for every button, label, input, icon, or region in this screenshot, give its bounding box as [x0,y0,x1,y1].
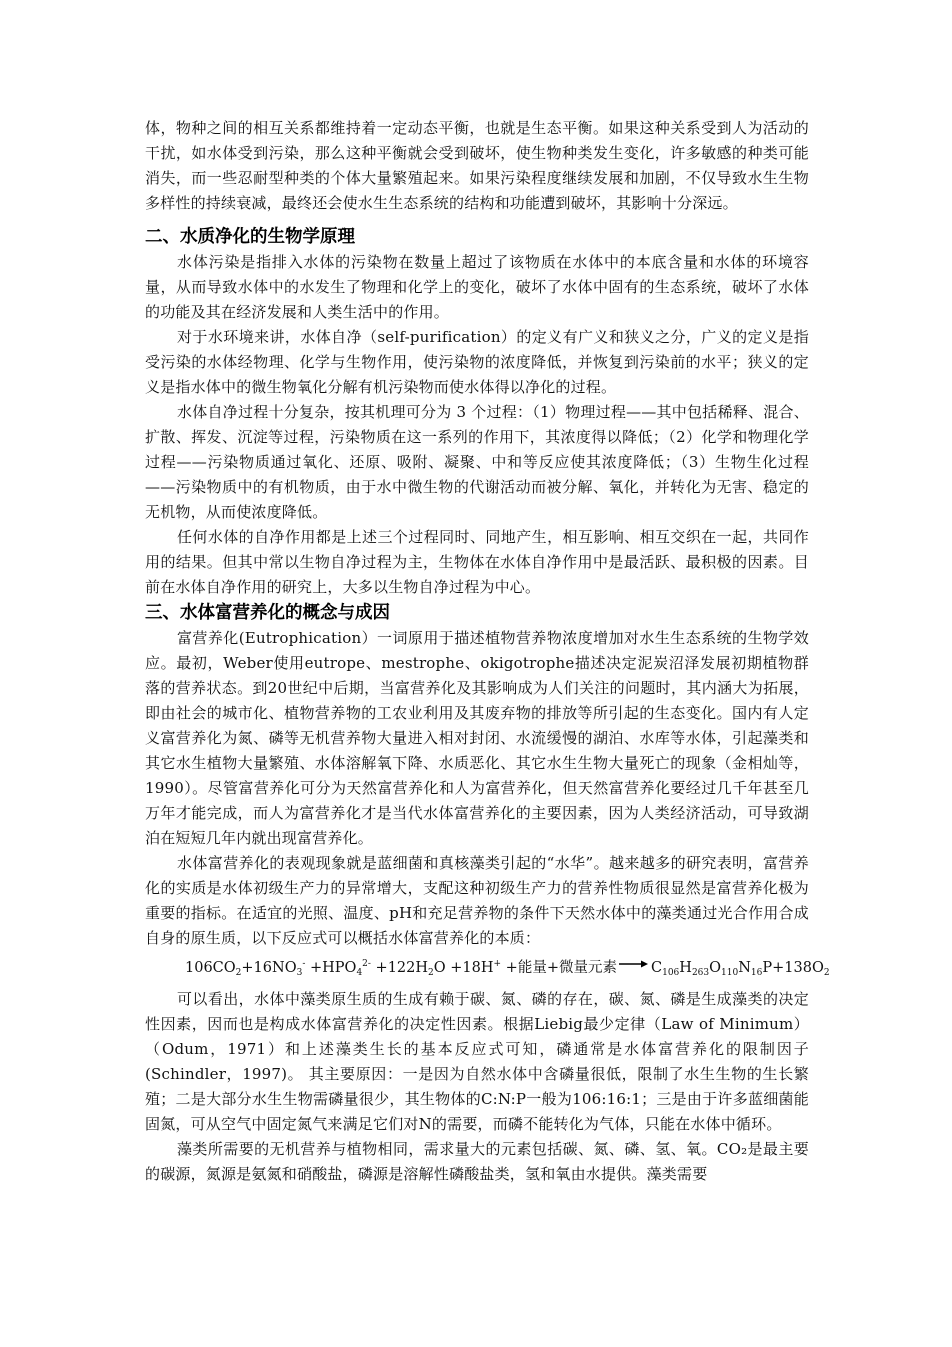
eq-term: +122H [370,960,429,976]
eq-sub: 2 [428,968,434,978]
section-heading-water-purification: 二、水质净化的生物学原理 [145,227,355,247]
photosynthesis-equation [145,951,830,987]
paragraph-ecological-balance: 体，物种之间的相互关系都维持着一定动态平衡，也就是生态平衡。如果这种关系受到人为活动的干扰，如水体受到污染，那么这种平衡就会受到破坏，使生物种类发生变化，许多敏感的种类可能消失，而一些忍耐型种类的个体大量繁殖起来。如果污染程度继续发展和加剧，不仅导致水生生物多样性的持续衰减，最终还会使水生生态系统的结构和功能遭到破坏，其影响十分深远。 [145,119,809,212]
reaction-arrow-icon [619,959,649,969]
eq-term: 106CO [185,960,236,976]
eq-term: H [679,960,692,976]
eq-sup: 2- [362,959,371,969]
paragraph-algae-nutrients: 藻类所需要的无机营养与植物相同，需求量大的元素包括碳、氮、磷、氢、氧。CO₂是最主要的碳源，氮源是氨氮和硝酸盐，磷源是溶解性磷酸盐类，氢和氧由水提供。藻类需要 [145,1140,809,1183]
eq-sub: 4 [356,968,363,978]
eq-term: +16NO [241,960,297,976]
paragraph-algal-bloom: 水体富营养化的表观现象就是蓝细菌和真核藻类引起的“水华”。越来越多的研究表明，富营养化的实质是水体初级生产力的异常增大，支配这种初级生产力的营养性物质很显然是富营养化极为重要的指标。在适宜的光照、温度、pH和充足营养物的条件下天然水体中的藻类通过光合作用合成自身的原生质，以下反应式可以概括水体富营养化的本质： [145,854,809,947]
eq-term: O +18H [433,960,494,976]
eq-term: C [651,960,663,976]
paragraph-self-purification-definition: 对于水环境来讲，水体自净（self-purification）的定义有广义和狭义之分，广义的定义是指受污染的水体经物理、化学与生物作用，使污染物的浓度降低，并恢复到污染前的水平；狭义的定义是指水体中的微生物氧化分解有机污染物而使水体得以净化的过程。 [145,328,809,396]
eq-sub: 106 [662,968,680,978]
paragraph-limiting-factor: 可以看出，水体中藻类原生质的生成有赖于碳、氮、磷的存在，碳、氮、磷是生成藻类的决定性因素，因而也是构成水体富营养化的决定性因素。根据Liebig最少定律（Law of Minimum）（Odum，1971）和上述藻类生长的基本反应式可知，磷通常是水体富营养化的限制因子(Schindler，1997)。 其主要原因：一是因为自然水体中含磷量很低，限制了水生生物的生长繁殖；二是大部分水生生物需磷量很少，其生物体的C:N:P一般为106:16:1；三是由于许多蓝细菌能固氮，可从空气中固定氮气来满足它们对N的需要，而磷不能转化为气体，只能在水体中循环。 [145,990,809,1133]
eq-sub: 16 [750,968,763,978]
eq-sub: 2 [235,968,242,978]
section-heading-eutrophication: 三、水体富营养化的概念与成因 [145,603,390,623]
eq-term: P+138O [762,960,824,976]
eq-term: O [709,960,722,976]
eq-term: +HPO [305,960,357,976]
document-page [145,116,830,1187]
eq-term: N [738,960,751,976]
eq-term: +能量+微量元素 [501,960,617,976]
paragraph-water-pollution-definition: 水体污染是指排入水体的污染物在数量上超过了该物质在水体中的本底含量和水体的环境容量，从而导致水体中的水发生了物理和化学上的变化，破坏了水体中固有的生态系统，破坏了水体的功能及其在经济发展和人类生活中的作用。 [145,253,809,321]
paragraph-eutrophication-definition: 富营养化(Eutrophication）一词原用于描述植物营养物浓度增加对水生生态系统的生物学效应。最初，Weber使用eutrope、mestrophe、okigotrophe描述决定泥炭沼泽发展初期植物群落的营养状态。到20世纪中后期，当富营养化及其影响成为人们关注的问题时，其内涵大为拓展，即由社会的城市化、植物营养物的工农业利用及其废弃物的排放等所引起的生态变化。国内有人定义富营养化为氮、磷等无机营养物大量进入相对封闭、水流缓慢的湖泊、水库等水体，引起藻类和其它水生植物大量繁殖、水体溶解氧下降、水质恶化、其它水生生物大量死亡的现象（金相灿等，1990）。尽管富营养化可分为天然富营养化和人为富营养化，但天然富营养化要经过几千年甚至几万年才能完成，而人为富营养化才是当代水体富营养化的主要因素，因为人类经济活动，可导致湖泊在短短几年内就出现富营养化。 [145,629,809,847]
eq-sub: 3 [296,968,303,978]
eq-sub: 2 [823,968,830,978]
eq-sub: 110 [721,968,739,978]
eq-sup: + [493,959,502,969]
eq-sup: - [302,959,306,969]
paragraph-self-purification-processes: 水体自净过程十分复杂，按其机理可分为 3 个过程：（1）物理过程——其中包括稀释、混合、扩散、挥发、沉淀等过程，污染物质在这一系列的作用下，其浓度得以降低；（2）化学和物理化学过程——污染物质通过氧化、还原、吸附、凝聚、中和等反应使其浓度降低；（3）生物生化过程——污染物质中的有机物质，由于水中微生物的代谢活动而被分解、氧化，并转化为无害、稳定的无机物，从而使浓度降低。 [145,403,809,521]
eq-sub: 263 [691,968,710,978]
paragraph-self-purification-combined: 任何水体的自净作用都是上述三个过程同时、同地产生，相互影响、相互交织在一起，共同作用的结果。但其中常以生物自净过程为主，生物体在水体自净作用中是最活跃、最积极的因素。目前在水体自净作用的研究上，大多以生物自净过程为中心。 [145,528,809,596]
